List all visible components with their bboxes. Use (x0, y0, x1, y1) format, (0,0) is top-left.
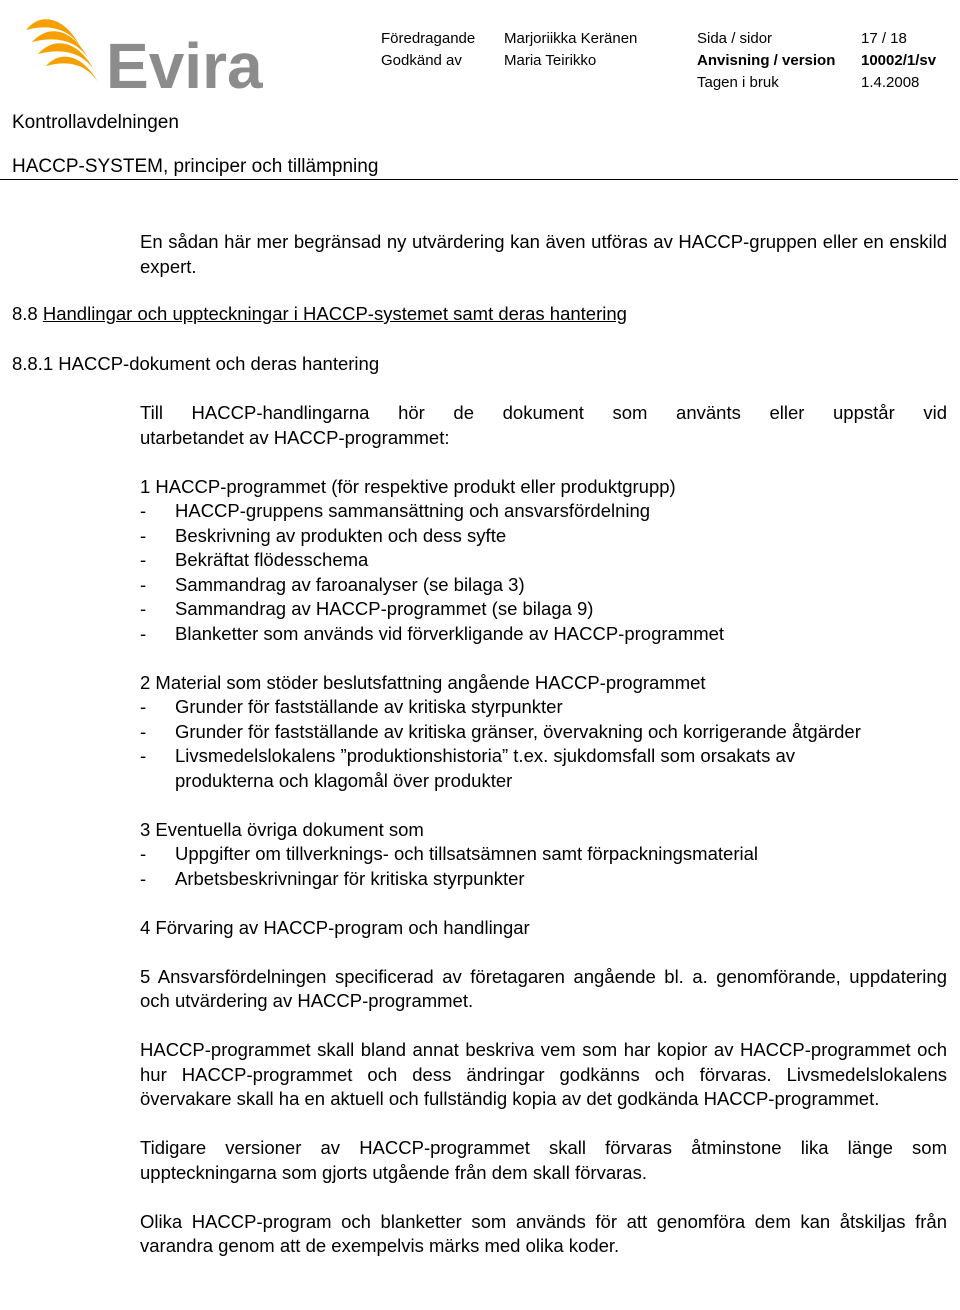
header-label-presenter: Föredragande (381, 30, 476, 47)
department: Kontrollavdelningen (12, 112, 179, 133)
list-item: - Sammandrag av faroanalyser (se bilaga 3) (140, 573, 525, 595)
main-body (140, 401, 947, 1259)
paragraph-line: Till HACCP-handlingarna hör de dokument som använts eller uppstår vid (140, 402, 947, 423)
list-item: - Beskrivning av produkten och dess syfte (140, 524, 507, 546)
header-value-version: 10002/1/sv (861, 52, 937, 69)
document-subtitle: HACCP-SYSTEM, principer och tillämpning (12, 156, 379, 177)
logo-swoosh-icon (26, 19, 98, 82)
item-5: 5 Ansvarsfördelningen specificerad av företagaren angående bl. a. genomförande, uppdatering och utvärdering av HACCP-programmet. (140, 965, 947, 1011)
evira-logo (18, 6, 288, 98)
header-value-approved: Maria Teirikko (504, 52, 597, 69)
header-value-presenter: Marjoriikka Keränen (504, 30, 638, 47)
header-value-effective: 1.4.2008 (861, 74, 920, 91)
header-value-pages: 17 / 18 (861, 30, 907, 47)
group-title: 3 Eventuella övriga dokument som (140, 818, 424, 840)
paragraph-codes: Olika HACCP-program och blanketter som används för att genomföra dem kan åtskiljas från varandra genom att de exempelvis märks med olika koder. (140, 1210, 947, 1256)
header-label-pages: Sida / sidor (697, 30, 773, 47)
group-title: 1 HACCP-programmet (för respektive produkt eller produktgrupp) (140, 475, 676, 497)
list-item: - Grunder för fastställande av kritiska gränser, övervakning och korrigerande åtgärder (140, 720, 861, 742)
section-heading (12, 302, 627, 327)
list-item: - Bekräftat flödesschema (140, 549, 369, 570)
item-4: 4 Förvaring av HACCP-program och handlingar (140, 916, 530, 938)
list-item: - Sammandrag av HACCP-programmet (se bilaga 9) (140, 598, 594, 619)
section-number: 8.8 (12, 303, 38, 324)
paragraph-versions: Tidigare versioner av HACCP-programmet skall förvaras åtminstone lika länge som uppteckningarna som gjorts utgående från dem skall förvaras. (140, 1137, 947, 1183)
logo-text: Evira (106, 30, 263, 98)
header-label-effective: Tagen i bruk (697, 74, 779, 91)
list-item: - Uppgifter om tillverknings- och tillsatsämnen samt förpackningsmaterial (140, 843, 758, 864)
intro-paragraph: En sådan här mer begränsad ny utvärdering kan även utföras av HACCP-gruppen eller en enskild expert. (140, 231, 947, 277)
list-item: - Grunder för fastställande av kritiska styrpunkter (140, 696, 563, 717)
list-item: - HACCP-gruppens sammansättning och ansvarsfördelning (140, 500, 651, 521)
list-item: - Arbetsbeskrivningar för kritiska styrpunkter (140, 867, 525, 889)
subsection-heading: 8.8.1 HACCP-dokument och deras hantering (12, 353, 380, 374)
list-item: - Blanketter som används vid förverkligande av HACCP-programmet (140, 622, 725, 644)
paragraph-copies: HACCP-programmet skall bland annat beskriva vem som har kopior av HACCP-programmet och hur HACCP-programmet och dess ändringar godkänns och förvaras. Livsmedelslokalens övervakare skall ha en aktuell och fullständig kopia av det godkända HACCP-programmet. (140, 1039, 947, 1109)
header-label-approved: Godkänd av (381, 52, 462, 69)
group-title: 2 Material som stöder beslutsfattning angående HACCP-programmet (140, 671, 706, 693)
paragraph-line: utarbetandet av HACCP-programmet: (140, 426, 450, 448)
header-divider (0, 179, 958, 180)
section-title: Handlingar och uppteckningar i HACCP-systemet samt deras hantering (42, 303, 627, 324)
list-item: - Livsmedelslokalens ”produktionshistoria” t.ex. sjukdomsfall som orsakats av produkterna och klagomål över produkter (140, 745, 796, 791)
header-label-version: Anvisning / version (697, 52, 836, 69)
